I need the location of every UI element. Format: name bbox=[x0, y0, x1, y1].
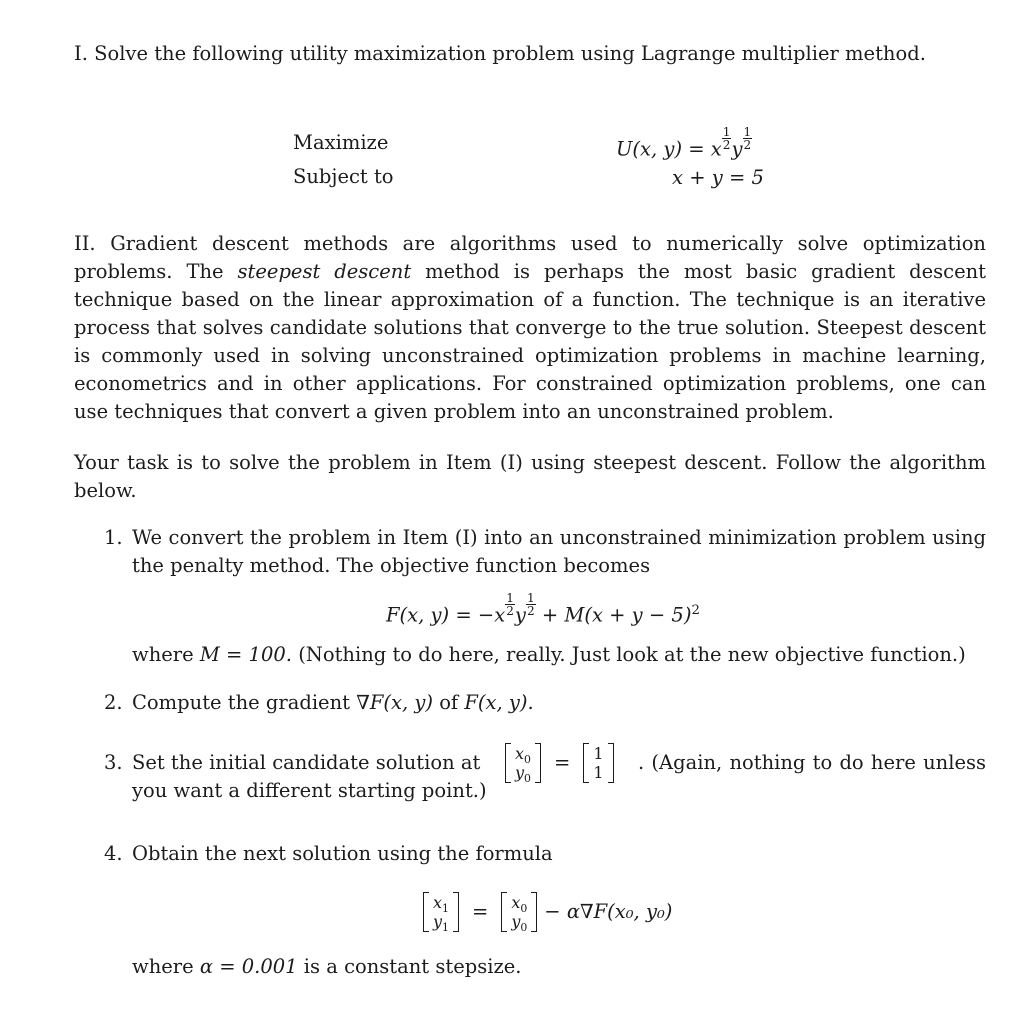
step2-text: Compute the gradient ∇F(x, y) of F(x, y). bbox=[132, 691, 534, 714]
step4-where: where α = 0.001 is a constant stepsize. bbox=[132, 955, 522, 978]
maximize-label: Maximize bbox=[293, 131, 389, 154]
step4-number: 4. bbox=[104, 842, 123, 865]
initial-values-vector: 1 1 bbox=[583, 743, 613, 783]
part1-heading: I. Solve the following utility maximization problem using Lagrange multiplier method. bbox=[74, 42, 926, 65]
subject-to-label: Subject to bbox=[293, 165, 394, 188]
step1-number: 1. bbox=[104, 526, 123, 549]
initial-solution-equation: $x_0$ $y_0$ = 1 1 bbox=[502, 734, 617, 792]
step4-text: Obtain the next solution using the formula bbox=[132, 842, 553, 865]
step1-where: where M = 100. (Nothing to do here, really. Just look at the new objective function.) bbox=[132, 643, 966, 666]
gradient-step-term: − α∇F(x₀, y₀) bbox=[544, 900, 673, 923]
penalty-objective: F(x, y) = −x $^{\frac{1}{2}}$ y $^{\frac{1}{2}}$ + $M(x + y - 5)^2$ bbox=[386, 591, 700, 627]
step3-pre: Set the initial candidate solution at bbox=[132, 751, 481, 774]
part2-intro: II. Gradient descent methods are algorithms used to numerically solve optimization problems. The steepest descent method is perhaps the most basic gradient descent technique based on the linear approximation of a function. The technique is an iterative process that solves candidate solutions that converge to the true solution. Steepest descent is commonly used in solving unconstrained optimization problems in machine learning, econometrics and in other applications. For constrained optimization problems, one can use techniques that convert a given problem into an unconstrained problem. bbox=[74, 232, 987, 423]
steepest-descent-term: steepest descent bbox=[237, 260, 412, 283]
x0-y0-vector: $x_0$ $y_0$ bbox=[505, 743, 541, 783]
step3-note: . (Again, nothing to do here unless you want a different starting point.) bbox=[132, 751, 986, 802]
utility-objective: U(x, y) = x $^{\frac{1}{2}}$ y $^{\frac{1}{2}}$ bbox=[616, 125, 752, 161]
task-paragraph: Your task is to solve the problem in Item (I) using steepest descent. Follow the algorithm below. bbox=[74, 451, 986, 502]
step2-number: 2. bbox=[104, 691, 123, 714]
step1-text: We convert the problem in Item (I) into an unconstrained minimization problem using the penalty method. The objective function becomes bbox=[132, 526, 986, 577]
x1-y1-vector: $x_1$ $y_1$ bbox=[423, 892, 459, 932]
step3-number: 3. bbox=[104, 751, 123, 774]
update-formula: $x_1$ $y_1$ = $x_0$ $y_0$ − α∇F(x₀, y₀) bbox=[420, 883, 672, 941]
x0-y0-vector-2: $x_0$ $y_0$ bbox=[501, 892, 537, 932]
budget-constraint: x + y = 5 bbox=[672, 166, 764, 189]
